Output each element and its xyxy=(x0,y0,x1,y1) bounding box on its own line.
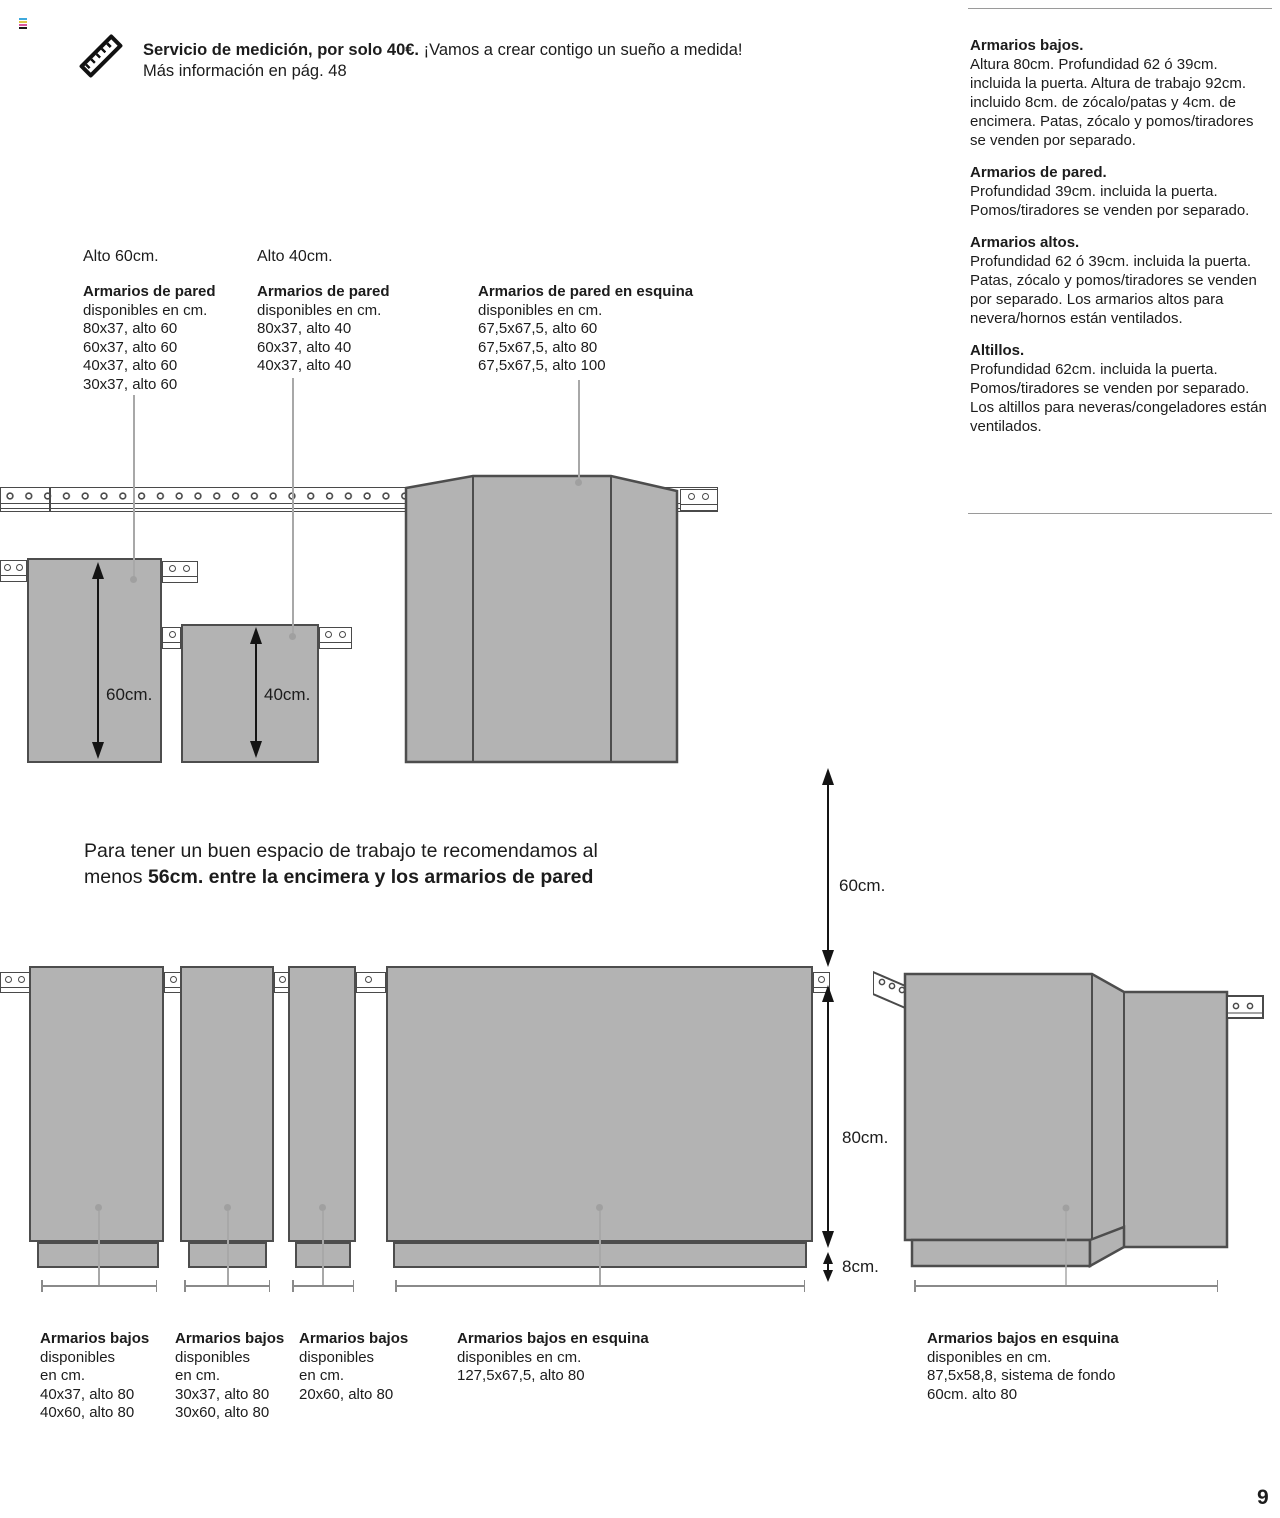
wall-col2-size: 60x37, alto 40 xyxy=(257,338,352,356)
base-cabinet-40x37 xyxy=(29,966,164,1242)
wall-col2-size: 40x37, alto 40 xyxy=(257,357,352,374)
rail-segment xyxy=(162,561,198,583)
rail-segment xyxy=(0,972,30,993)
wall-col1-size: 80x37, alto 60 xyxy=(83,320,178,337)
info-body: Profundidad 62cm. incluida la puerta. Pomos/tiradores se venden por separado. Los altillos para neveras/congeladores están ventilados. xyxy=(970,361,1267,435)
connector-dot xyxy=(95,1204,102,1211)
base-col1-line: disponibles xyxy=(40,1348,116,1366)
base-cabinet-30x37 xyxy=(180,966,274,1242)
measure-line xyxy=(184,1285,270,1287)
dim-60-label: 60cm. xyxy=(106,685,153,704)
connector-dot xyxy=(224,1204,231,1211)
measure-line xyxy=(292,1285,354,1287)
base-column-2 xyxy=(175,1330,284,1423)
base-col2-line: 30x60, alto 80 xyxy=(175,1404,270,1421)
connector-dot xyxy=(319,1204,326,1211)
rail-segment xyxy=(356,972,386,993)
page-number: 9 xyxy=(1257,1486,1269,1509)
corner-base-cabinet xyxy=(873,966,1265,1291)
base-col3-title: Armarios bajos xyxy=(299,1330,409,1347)
service-note-line1 xyxy=(143,40,742,61)
wall-col3-title: Armarios de pared en esquina xyxy=(478,283,694,300)
base-col2-line: disponibles xyxy=(175,1348,251,1366)
info-body: Profundidad 62 ó 39cm. incluida la puerta. Patas, zócalo y pomos/tiradores se venden por separado. Los armarios altos para nevera/hornos están ventilados. xyxy=(970,253,1257,327)
service-note-bold: Servicio de medición, por solo 40€. xyxy=(143,41,420,59)
base-col3-line: disponibles xyxy=(299,1348,375,1366)
base-column-4 xyxy=(457,1330,649,1386)
base-col2-title: Armarios bajos xyxy=(175,1330,285,1347)
callout-text xyxy=(84,838,598,890)
connector-line xyxy=(292,378,294,635)
wall-column-2 xyxy=(257,283,390,376)
callout-line1: Para tener un buen espacio de trabajo te recomendamos al xyxy=(84,840,598,862)
connector-line xyxy=(98,1211,100,1285)
base-col4-line: disponibles en cm. xyxy=(457,1348,582,1366)
dim-40-label: 40cm. xyxy=(264,685,311,704)
base-col1-title: Armarios bajos xyxy=(40,1330,150,1347)
connector-dot xyxy=(1063,1205,1070,1212)
arrow-40cm xyxy=(250,627,262,758)
info-section-altillos xyxy=(970,341,1270,436)
wall-column-1 xyxy=(83,283,216,394)
connector-dot xyxy=(596,1204,603,1211)
base-col5-line: 87,5x58,8, sistema de fondo xyxy=(927,1367,1116,1384)
alto-60-label: Alto 60cm. xyxy=(83,248,159,265)
dim-80-label: 80cm. xyxy=(842,1128,889,1147)
arrow-8cm xyxy=(823,1252,833,1282)
wall-col1-size: 40x37, alto 60 xyxy=(83,357,178,374)
wall-col3-subtitle: disponibles en cm. xyxy=(478,301,603,319)
info-section-armarios-pared xyxy=(970,163,1270,220)
base-col5-title: Armarios bajos en esquina xyxy=(927,1330,1119,1347)
wall-col3-size: 67,5x67,5, alto 80 xyxy=(478,338,598,356)
base-col2-line: en cm. xyxy=(175,1367,221,1384)
base-column-1 xyxy=(40,1330,149,1423)
alto-40-label: Alto 40cm. xyxy=(257,248,333,265)
rail-segment xyxy=(319,627,352,649)
divider-bottom xyxy=(968,513,1272,514)
arrow-80cm xyxy=(822,985,834,1248)
base-cabinet-corner-127 xyxy=(386,966,813,1242)
rail-segment xyxy=(164,972,181,993)
rail-segment xyxy=(0,560,27,582)
base-col1-line: en cm. xyxy=(40,1367,86,1384)
service-note-line2: Más información en pág. 48 xyxy=(143,62,347,80)
ruler-icon xyxy=(79,34,124,79)
info-body: Altura 80cm. Profundidad 62 ó 39cm. incluida la puerta. Altura de trabajo 92cm. incluido 8cm. de zócalo/patas y 4cm. de encimera. Patas, zócalo y pomos/tiradores se venden por separado. xyxy=(970,56,1254,149)
info-title: Armarios altos. xyxy=(970,234,1080,251)
wall-col1-size: 60x37, alto 60 xyxy=(83,338,178,356)
service-note-rest: ¡Vamos a crear contigo un sueño a medida! xyxy=(419,41,743,59)
wall-col2-size: 80x37, alto 40 xyxy=(257,320,352,337)
base-col2-line: 30x37, alto 80 xyxy=(175,1385,270,1403)
connector-dot xyxy=(575,479,582,486)
wall-col1-size: 30x37, alto 60 xyxy=(83,375,178,393)
wall-column-3 xyxy=(478,283,693,376)
info-section-armarios-altos xyxy=(970,233,1270,328)
divider-top xyxy=(968,8,1272,9)
base-col3-line: en cm. xyxy=(299,1367,345,1384)
info-title: Armarios de pared. xyxy=(970,164,1107,181)
measure-line xyxy=(41,1285,157,1287)
connector-line xyxy=(227,1211,229,1285)
info-section-armarios-bajos xyxy=(970,36,1270,150)
info-body: Profundidad 39cm. incluida la puerta. Pomos/tiradores se venden por separado. xyxy=(970,183,1250,219)
base-cabinet-20x60 xyxy=(288,966,356,1242)
connector-dot xyxy=(289,633,296,640)
info-column xyxy=(970,36,1270,449)
arrow-60cm xyxy=(92,562,104,759)
rail-segment xyxy=(162,627,181,649)
callout-line2-prefix: menos xyxy=(84,866,148,888)
wall-col2-subtitle: disponibles en cm. xyxy=(257,301,382,319)
wall-col3-size: 67,5x67,5, alto 60 xyxy=(478,320,598,337)
connector-line xyxy=(322,1211,324,1285)
connector-dot xyxy=(130,576,137,583)
wall-col2-title: Armarios de pared xyxy=(257,283,390,300)
connector-line xyxy=(599,1211,601,1285)
rail-segment xyxy=(680,489,718,511)
info-title: Altillos. xyxy=(970,342,1025,359)
base-col3-line: 20x60, alto 80 xyxy=(299,1385,394,1403)
corner-wall-cabinet xyxy=(403,468,683,768)
dim-gap60-label: 60cm. xyxy=(839,876,886,895)
measure-line xyxy=(395,1285,805,1287)
base-col1-line: 40x37, alto 80 xyxy=(40,1385,135,1403)
base-col5-line: 60cm. alto 80 xyxy=(927,1385,1018,1403)
info-title: Armarios bajos. xyxy=(970,37,1084,54)
base-col5-line: disponibles en cm. xyxy=(927,1348,1052,1366)
base-column-5 xyxy=(927,1330,1119,1404)
wall-col1-title: Armarios de pared xyxy=(83,283,216,300)
base-col4-title: Armarios bajos en esquina xyxy=(457,1330,649,1347)
dim-8-label: 8cm. xyxy=(842,1257,879,1276)
rail-segment xyxy=(274,972,289,993)
connector-line xyxy=(133,395,135,578)
wall-col3-size: 67,5x67,5, alto 100 xyxy=(478,357,606,374)
base-column-3 xyxy=(299,1330,408,1404)
arrow-gap-60cm xyxy=(822,768,834,967)
callout-line2-bold: 56cm. entre la encimera y los armarios de pared xyxy=(147,866,594,888)
rail-segment xyxy=(1227,996,1263,1018)
measure-line xyxy=(914,1285,1218,1287)
base-col1-line: 40x60, alto 80 xyxy=(40,1404,135,1421)
base-col4-line: 127,5x67,5, alto 80 xyxy=(457,1367,585,1384)
print-registration-mark xyxy=(19,18,27,30)
connector-line xyxy=(578,380,580,481)
wall-col1-subtitle: disponibles en cm. xyxy=(83,301,208,319)
